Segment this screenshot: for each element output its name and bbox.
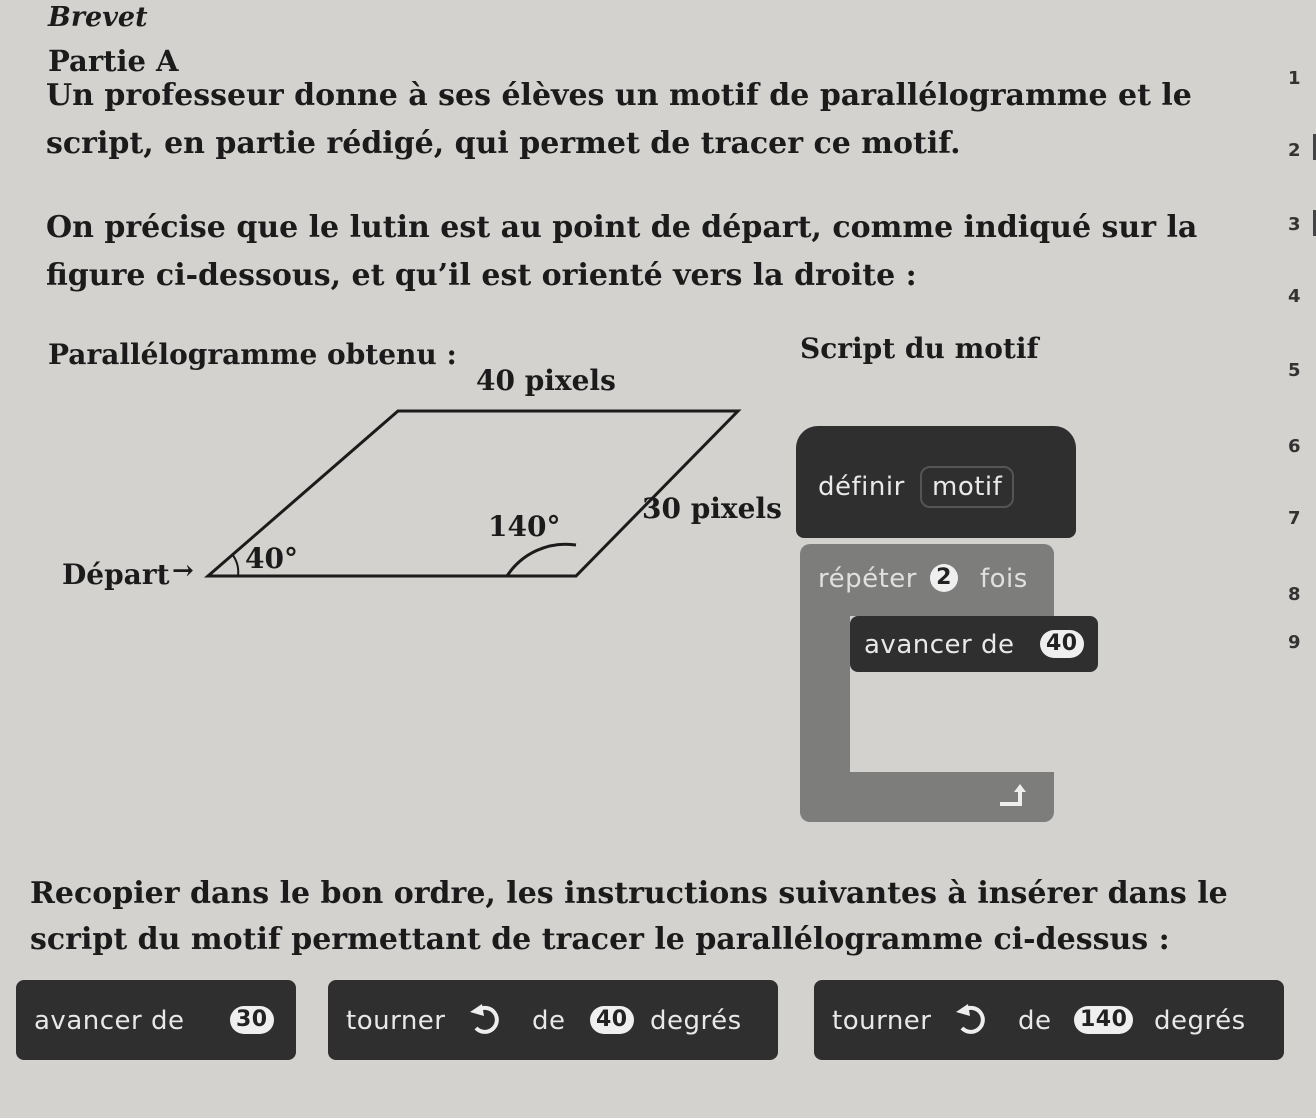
instruction-value: 30 [230,1006,274,1034]
angle-acute-label: 40° [245,542,298,575]
question-line-2: script du motif permettant de tracer le parallélogramme ci-dessus : [30,922,1170,957]
instruction-value: 40 [590,1006,634,1034]
repeat-block-foot [800,772,1054,822]
margin-number: 3 [1288,214,1301,235]
define-block [796,426,1076,538]
margin-number: 7 [1288,508,1301,529]
move-label: avancer de [864,630,1015,660]
intro-line-4: figure ci-dessous, et qu’il est orienté vers la droite : [46,258,917,293]
angle-obtuse-label: 140° [488,510,561,543]
question-line-1: Recopier dans le bon ordre, les instructions suivantes à insérer dans le [30,876,1228,911]
margin-number: 1 [1288,68,1301,89]
rotate-left-icon [468,1002,504,1038]
instruction-block-turn-40 [328,980,778,1060]
margin-number: 8 [1288,584,1301,605]
instruction-block-turn-140 [814,980,1284,1060]
parallelogram-shape [208,411,738,576]
instruction-mid: de [1018,1006,1052,1036]
instruction-suffix: degrés [1154,1006,1246,1036]
margin-number: 5 [1288,360,1301,381]
define-name: motif [920,466,1014,508]
side-top-label: 40 pixels [476,364,616,397]
repeat-count: 2 [930,564,958,592]
intro-line-2: script, en partie rédigé, qui permet de tracer ce motif. [46,126,961,161]
repeat-block-arm [800,614,850,774]
instruction-mid: de [532,1006,566,1036]
intro-line-1: Un professeur donne à ses élèves un motif de parallélogramme et le [46,78,1192,113]
instruction-prefix: tourner [832,1006,932,1036]
repeat-block [800,544,1054,616]
instruction-prefix: tourner [346,1006,446,1036]
instruction-value: 140 [1074,1006,1133,1034]
header-brevet: Brevet [48,2,148,33]
margin-number: 9 [1288,632,1301,653]
intro-line-3: On précise que le lutin est au point de départ, comme indiqué sur la [46,210,1198,245]
start-label: Départ [62,558,170,591]
repeat-label: répéter [818,564,917,594]
header-partie: Partie A [48,44,179,78]
move-block [850,616,1098,672]
rotate-left-icon [954,1002,990,1038]
move-value: 40 [1040,630,1084,658]
margin-number: 6 [1288,436,1301,457]
angle-arc-obtuse [507,544,576,576]
instruction-prefix: avancer de [34,1006,185,1036]
figure-title: Parallélogramme obtenu : [48,338,457,371]
side-right-label: 30 pixels [642,492,782,525]
start-arrow: → [172,556,194,586]
angle-arc-acute [232,554,238,576]
loop-arrow-icon [996,782,1036,810]
instruction-suffix: degrés [650,1006,742,1036]
define-label: définir [818,472,905,502]
repeat-suffix: fois [980,564,1028,594]
instruction-block-move [16,980,296,1060]
margin-number: 4 [1288,286,1301,307]
script-title: Script du motif [800,332,1039,365]
margin-number: 2 [1288,140,1301,161]
